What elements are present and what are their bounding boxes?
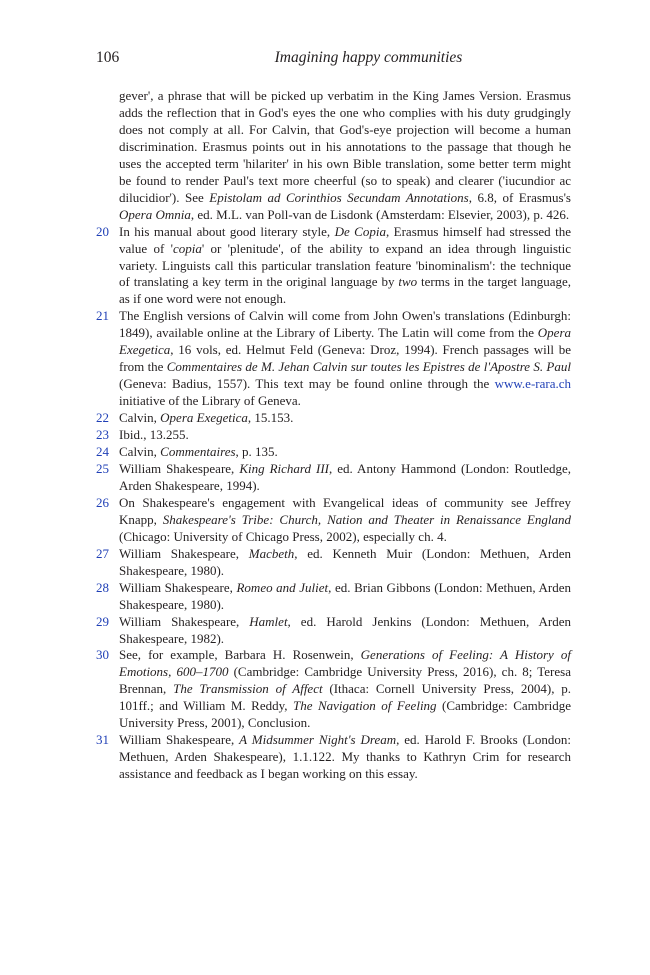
- note-number[interactable]: 21: [96, 308, 109, 324]
- endnotes: [96, 88, 571, 783]
- note-number[interactable]: 26: [96, 494, 109, 510]
- note-23: 23 Ibid., 13.255.: [96, 427, 189, 443]
- note-21: 21 The English versions of Calvin will come from John Owen's translations (Edinburgh: 1849), available online at the Library of Liberty. The Latin will come from the Opera Exegetica, 16 vols, ed. Helmut Feld (Geneva: Droz, 1994). French passages will be from the Commentaires de M. Jehan Calvin sur toutes les Epistres de l'Apostre S. Paul (Geneva: Badius, 1557). This text may be found online through the www.e-rara.ch initiative of the Library of Geneva.: [96, 308, 571, 409]
- note-26: 26 On Shakespeare's engagement with Evangelical ideas of community see Jeffrey Knapp, Shakespeare's Tribe: Church, Nation and Theater in Renaissance England (Chicago: University of Chicago Press, 2002), especially ch. 4.: [96, 494, 571, 544]
- note-number[interactable]: 27: [96, 545, 109, 561]
- note-number[interactable]: 25: [96, 460, 109, 476]
- note-number[interactable]: 29: [96, 613, 109, 629]
- page-number: 106: [96, 49, 120, 66]
- note-number[interactable]: 22: [96, 410, 109, 426]
- note-29: 29 William Shakespeare, Hamlet, ed. Harold Jenkins (London: Methuen, Arden Shakespeare, 1982).: [96, 613, 571, 646]
- running-title: Imagining happy communities: [274, 49, 463, 66]
- note-27: 27 William Shakespeare, Macbeth, ed. Kenneth Muir (London: Methuen, Arden Shakespeare, 1980).: [96, 545, 571, 578]
- note-number[interactable]: 31: [96, 732, 109, 748]
- note-28: 28 William Shakespeare, Romeo and Juliet, ed. Brian Gibbons (London: Methuen, Arden Shakespeare, 1980).: [96, 579, 571, 612]
- note-19-continuation: gever', a phrase that will be picked up verbatim in the King James Version. Erasmus adds the reflection that in God's eyes the one who complies with his duty grudgingly does not comply at all. For Calvin, that God's-eye projection will become a human discrimination. Erasmus points out in his annotations to the passage that though he uses the accepted term 'hilariter' in his own Bible translation, some better term might be found to render Paul's text more cheerful (so to speak) and clearer ('iucundior ac dilucidior'). See Epistolam ad Corinthios Secundam Annotations, 6.8, of Erasmus's Opera Omnia, ed. M.L. van Poll-van de Lisdonk (Amsterdam: Elsevier, 2003), p. 426.: [119, 88, 571, 222]
- e-rara-link[interactable]: www.e-rara.ch: [494, 376, 571, 392]
- note-22: 22 Calvin, Opera Exegetica, 15.153.: [96, 410, 294, 426]
- page-header: [96, 49, 571, 71]
- note-24: 24 Calvin, Commentaires, p. 135.: [96, 444, 278, 460]
- note-number[interactable]: 28: [96, 579, 109, 595]
- note-25: 25 William Shakespeare, King Richard III, ed. Antony Hammond (London: Routledge, Arden Shakespeare, 1994).: [96, 460, 572, 493]
- note-20: 20 In his manual about good literary style, De Copia, Erasmus himself had stressed the value of 'copia' or 'plenitude', of the ability to expand an idea through linguistic variety. Linguists call this particular translation feature 'binominalism': the technique of translating a key term in the original language by two terms in the target language, as if one word were not enough.: [96, 223, 572, 307]
- note-30: 30 See, for example, Barbara H. Rosenwein, Generations of Feeling: A History of Emotions, 600–1700 (Cambridge: Cambridge University Press, 2016), ch. 8; Teresa Brennan, The Transmission of Affect (Ithaca: Cornell University Press, 2004), p. 101ff.; and William M. Reddy, The Navigation of Feeling (Cambridge: Cambridge University Press, 2001), Conclusion.: [96, 647, 572, 731]
- note-31: 31 William Shakespeare, A Midsummer Night's Dream, ed. Harold F. Brooks (London: Methuen, Arden Shakespeare), 1.1.122. My thanks to Kathryn Crim for research assistance and feedback as I began working on this essay.: [96, 732, 571, 782]
- note-number[interactable]: 24: [96, 444, 109, 460]
- note-number[interactable]: 20: [96, 223, 109, 239]
- note-number[interactable]: 23: [96, 427, 109, 443]
- note-number[interactable]: 30: [96, 647, 109, 663]
